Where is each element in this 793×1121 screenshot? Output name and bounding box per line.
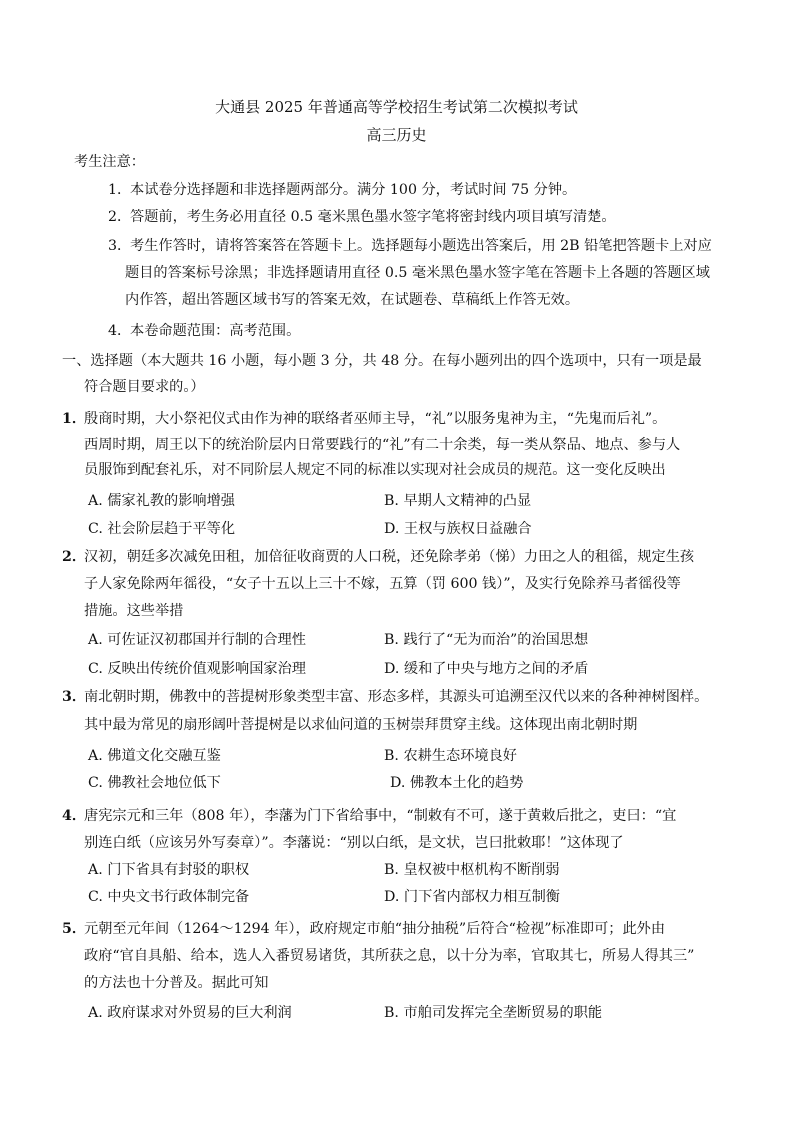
option-b: B. 皇权被中枢机构不断削弱 — [384, 862, 560, 878]
question-text: 子人家免除两年徭役，“女子十五以上三十不嫁，五算（罚 600 钱）”，及实行免除养马者徭役等 — [84, 576, 681, 592]
option-b: B. 践行了“无为而治”的治国思想 — [384, 632, 589, 648]
notice-item-text: 本试卷分选择题和非选择题两部分。满分 100 分，考试时间 75 分钟。 — [130, 182, 577, 198]
notice-item-text: 答题前，考生务必用直径 0.5 毫米黑色墨水签字笔将密封线内项目填写清楚。 — [130, 209, 616, 225]
notice-heading: 考生注意： — [74, 154, 145, 170]
section-heading: 符合题目要求的。） — [84, 379, 205, 395]
question-text: 别连白纸（应该另外写奏章）”。李藩说：“别以白纸，是文状，岂曰批敕耶！”这体现了 — [84, 835, 624, 851]
question-text: 西周时期，周王以下的统治阶层内日常要践行的“礼”有二十余类，每一类从祭品、地点、参与人 — [84, 437, 681, 453]
option-d: D. 佛教本土化的趋势 — [390, 775, 524, 791]
option-c: C. 社会阶层趋于平等化 — [88, 521, 236, 537]
question-text: 措施。这些举措 — [84, 603, 184, 619]
notice-item-number: 4． — [108, 323, 132, 339]
notice-item-number: 1． — [108, 182, 132, 198]
notice-item-text: 考生作答时，请将答案答在答题卡上。选择题每小题选出答案后，用 2B 铅笔把答题卡上对应 — [130, 238, 712, 254]
question-text: 唐宪宗元和三年（808 年），李藩为门下省给事中，“制敕有不可，遂于黄敕后批之，吏曰：“宜 — [84, 808, 677, 824]
question-text: 殷商时期，大小祭祀仪式由作为神的联络者巫师主导，“礼”以服务鬼神为主，“先鬼而后礼”。 — [84, 411, 667, 427]
notice-item-text: 内作答，超出答题区域书写的答案无效，在试题卷、草稿纸上作答无效。 — [125, 292, 580, 308]
option-c: C. 佛教社会地位低下 — [88, 775, 221, 791]
option-c: C. 反映出传统价值观影响国家治理 — [88, 661, 306, 677]
option-a: A. 政府谋求对外贸易的巨大利润 — [88, 1005, 292, 1021]
exam-title: 大通县 2025 年普通高等学校招生考试第二次模拟考试 — [215, 98, 578, 116]
option-a: A. 儒家礼教的影响增强 — [88, 493, 235, 509]
question-number: 3． — [62, 689, 87, 705]
question-text: 南北朝时期，佛教中的菩提树形象类型丰富、形态多样，其源头可追溯至汉代以来的各种神树图样。 — [84, 689, 709, 705]
section-heading: 一、选择题（本大题共 16 小题，每小题 3 分，共 48 分。在每小题列出的四个选项中，只有一项是最 — [62, 353, 702, 369]
question-number: 1． — [62, 411, 87, 427]
option-d: D. 缓和了中央与地方之间的矛盾 — [384, 661, 589, 677]
question-number: 2． — [62, 549, 87, 565]
option-a: A. 可佐证汉初郡国并行制的合理性 — [88, 632, 306, 648]
exam-subject: 高三历史 — [366, 126, 427, 144]
notice-item-number: 3． — [108, 238, 132, 254]
option-a: A. 门下省具有封驳的职权 — [88, 862, 250, 878]
notice-item-text: 本卷命题范围：高考范围。 — [130, 323, 301, 339]
question-text: 其中最为常见的扇形阔叶菩提树是以求仙问道的玉树崇拜贯穿主线。这体现出南北朝时期 — [84, 717, 638, 733]
option-b: B. 农耕生态环境良好 — [384, 748, 517, 764]
option-d: D. 王权与族权日益融合 — [384, 521, 532, 537]
option-a: A. 佛道文化交融互鉴 — [88, 748, 221, 764]
question-text: 汉初，朝廷多次减免田租，加倍征收商贾的人口税，还免除孝弟（悌）力田之人的租徭，规定生孩 — [84, 549, 695, 565]
question-number: 5． — [62, 921, 87, 937]
question-text: 员服饰到配套礼乐，对不同阶层人规定不同的标准以实现对社会成员的规范。这一变化反映出 — [84, 462, 666, 478]
question-text: 的方法也十分普及。据此可知 — [84, 975, 269, 991]
notice-item-number: 2． — [108, 209, 132, 225]
option-b: B. 市舶司发挥完全垄断贸易的职能 — [384, 1005, 603, 1021]
question-text: 元朝至元年间（1264～1294 年），政府规定市舶“抽分抽税”后符合“检视”标准即可；此外由 — [84, 921, 666, 937]
option-c: C. 中央文书行政体制完备 — [88, 889, 250, 905]
option-b: B. 早期人文精神的凸显 — [384, 493, 532, 509]
notice-item-text: 题目的答案标号涂黑；非选择题请用直径 0.5 毫米黑色墨水签字笔在答题卡上各题的答题区域 — [125, 265, 710, 281]
question-number: 4． — [62, 808, 87, 824]
option-d: D. 门下省内部权力相互制衡 — [384, 889, 560, 905]
question-text: 政府“官自具船、给本，选人入番贸易诸货，其所获之息，以十分为率，官取其七，所易人得其三” — [84, 948, 695, 964]
